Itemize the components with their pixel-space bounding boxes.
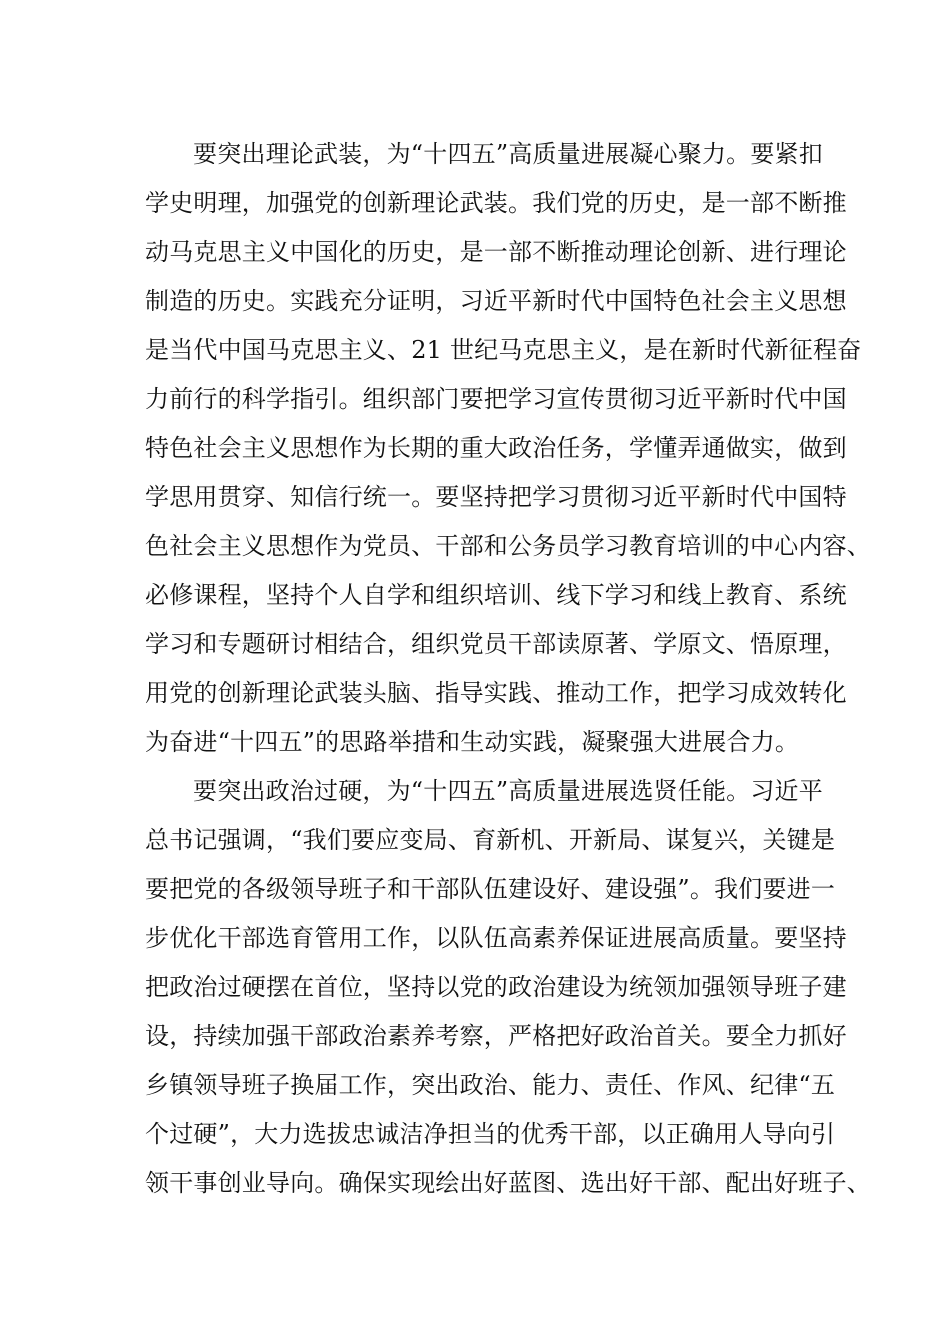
paragraph-line: 用党的创新理论武装头脑、指导实践、推动工作，把学习成效转化 — [145, 679, 847, 707]
paragraph-line: 个过硬”，大力选拔忠诚洁净担当的优秀干部，以正确用人导向引 — [145, 1120, 836, 1148]
paragraph-line: 学思用贯穿、知信行统一。要坚持把学习贯彻习近平新时代中国特 — [145, 483, 847, 511]
paragraph-line: 色社会主义思想作为党员、干部和公务员学习教育培训的中心内容、 — [145, 532, 871, 560]
paragraph-line: 步优化干部选育管用工作，以队伍高素养保证进展高质量。要坚持 — [145, 924, 847, 952]
paragraph-2 — [145, 767, 871, 1208]
paragraph-line: 动马克思主义中国化的历史，是一部不断推动理论创新、进行理论 — [145, 238, 847, 266]
paragraph-line: 力前行的科学指引。组织部门要把学习宣传贯彻习近平新时代中国 — [145, 385, 847, 413]
paragraph-line: 要突出理论武装，为“十四五”高质量进展凝心聚力。要紧扣 — [193, 140, 823, 168]
paragraph-line: 总书记强调，“我们要应变局、育新机、开新局、谋复兴，关键是 — [145, 826, 836, 854]
paragraph-1 — [145, 130, 871, 767]
paragraph-line: 要把党的各级领导班子和干部队伍建设好、建设强”。我们要进一 — [145, 875, 836, 903]
paragraph-line: 把政治过硬摆在首位，坚持以党的政治建设为统领加强领导班子建 — [145, 973, 847, 1001]
paragraph-line: 要突出政治过硬，为“十四五”高质量进展选贤任能。习近平 — [193, 777, 823, 805]
paragraph-line: 领干事创业导向。确保实现绘出好蓝图、选出好干部、配出好班子、 — [145, 1169, 871, 1197]
paragraph-line: 乡镇领导班子换届工作，突出政治、能力、责任、作风、纪律“五 — [145, 1071, 836, 1099]
paragraph-line: 特色社会主义思想作为长期的重大政治任务，学懂弄通做实，做到 — [145, 434, 847, 462]
paragraph-line: 必修课程，坚持个人自学和组织培训、线下学习和线上教育、系统 — [145, 581, 847, 609]
paragraph-line: 制造的历史。实践充分证明，习近平新时代中国特色社会主义思想 — [145, 287, 847, 315]
paragraph-line: 是当代中国马克思主义、21 世纪马克思主义，是在新时代新征程奋 — [145, 336, 862, 364]
paragraph-line: 学习和专题研讨相结合，组织党员干部读原著、学原文、悟原理， — [145, 630, 847, 658]
paragraph-line: 为奋进“十四五”的思路举措和生动实践，凝聚强大进展合力。 — [145, 728, 800, 756]
paragraph-line: 设，持续加强干部政治素养考察，严格把好政治首关。要全力抓好 — [145, 1022, 847, 1050]
document-body — [145, 130, 871, 1208]
paragraph-line: 学史明理，加强党的创新理论武装。我们党的历史，是一部不断推 — [145, 189, 847, 217]
